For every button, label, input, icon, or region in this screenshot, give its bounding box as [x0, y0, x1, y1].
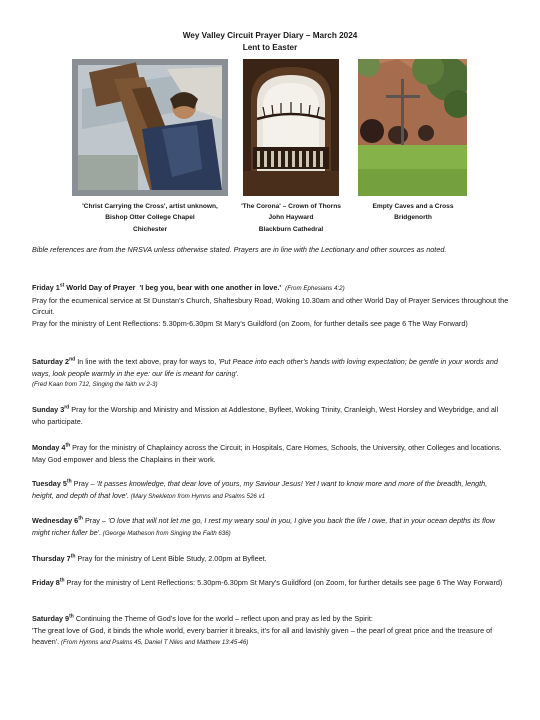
entry-text: Pray –	[71, 479, 97, 488]
entry-saturday-2	[32, 356, 510, 391]
entry-day: Friday 8	[32, 578, 60, 587]
entry-quote: 'I beg you, bear with one another in love.'	[139, 283, 282, 292]
entry-source: (George Matheson from Singing the Faith 636)	[101, 529, 231, 537]
entry-source: (Mary Shekleton from Hymns and Psalms 526 v1	[128, 492, 266, 500]
entry-quote: 'O love that will not let me go, I rest my weary soul in you, I give you back the life I owe, that in your ocean depths its flow might richer fuller be'.	[32, 516, 495, 537]
entry-ordinal: rd	[64, 404, 70, 411]
entry-ordinal: st	[59, 282, 65, 289]
entry-day: Saturday 9	[32, 614, 70, 623]
caption-line: 'The Corona' – Crown of Thorns	[241, 203, 341, 210]
entry-text: Pray for the ministry of Lent Reflections: 5.30pm-6.30pm St Mary's Guildford (on Zoom, for further details see page 6 The Way Forward)	[64, 578, 503, 587]
entry-friday-8	[32, 577, 510, 589]
entry-sunday-3	[32, 404, 510, 427]
entry-day: Monday 4	[32, 443, 66, 452]
entry-day: Wednesday 6	[32, 516, 79, 525]
photo-empty-caves-and-cross-icon	[358, 59, 467, 196]
intro-note: Bible references are from the NRSVA unless otherwise stated. Prayers are in line with the Lectionary and other sources as noted.	[32, 245, 447, 254]
entry-text: Continuing the Theme of God's love for the world – reflect upon and pray as led by the Spirit:	[73, 614, 373, 623]
entry-line: Pray for the ecumenical service at St Dunstan's Church, Shaftesbury Road, Woking 10.30am and other World Day of Prayer Services throughout the Circuit.	[32, 295, 509, 317]
entry-text: Pray for the ministry of Chaplaincy across the Circuit; in Hospitals, Care Homes, Schools, the University, other Colleges and locations. May God empower and bless the Chaplains in their work.	[32, 443, 502, 464]
entry-text: Pray for the ministry of Lent Bible Study, 2.00pm at Byfleet.	[75, 554, 267, 563]
entry-wednesday-6	[32, 515, 510, 539]
entry-heading: World Day of Prayer	[64, 283, 136, 292]
caption-line: Bridgenorth	[394, 214, 432, 222]
entry-text: Pray –	[82, 516, 108, 525]
entry-friday-1	[32, 282, 510, 329]
entry-line: Pray for the ministry of Lent Reflections: 5.30pm-6.30pm St Mary's Guildford (on Zoom, for further details see page 6 The Way Forward)	[32, 318, 468, 328]
entry-text: Pray for the Worship and Ministry and Mission at Addlestone, Byfleet, Woking Trinity, Cranleigh, West Horsley and Weybridge, and all who participate.	[32, 405, 499, 426]
painting-christ-carrying-cross-icon	[72, 59, 228, 196]
entry-ordinal: th	[59, 577, 65, 584]
entry-ordinal: th	[66, 478, 72, 485]
entry-day: Thursday 7	[32, 554, 71, 563]
caption-image-1	[52, 201, 248, 235]
entry-saturday-9	[32, 613, 510, 649]
entry-thursday-7	[32, 553, 510, 565]
entry-day: Tuesday 5	[32, 479, 67, 488]
caption-line: John Hayward	[268, 214, 314, 222]
entry-day: Sunday 3	[32, 405, 65, 414]
entry-ordinal: th	[78, 515, 83, 522]
entry-source: (From Hymns and Psalms 45, Daniel T Niles and Matthew 13:45-46)	[59, 639, 249, 647]
entry-text: In line with the text above, pray for ways to,	[75, 357, 219, 366]
caption-image-2	[231, 201, 351, 235]
caption-image-3	[356, 201, 470, 224]
caption-line: Chichester	[132, 225, 168, 233]
caption-line: 'Christ Carrying the Cross', artist unknown,	[82, 203, 218, 210]
page-title: Wey Valley Circuit Prayer Diary – March 2024	[182, 31, 358, 40]
entry-day: Saturday 2	[32, 357, 70, 366]
entry-monday-4	[32, 442, 510, 465]
entry-quote: 'Put Peace into each other's hands with loving expectation; be gentle in your words and ways, look people warmly in the eye: our life is meant for caring'.	[32, 357, 498, 378]
page-subtitle: Lent to Easter	[242, 43, 298, 52]
caption-line: Bishop Otter College Chapel	[105, 214, 195, 222]
entry-tuesday-5	[32, 478, 510, 502]
entry-ordinal: nd	[69, 356, 76, 363]
entry-ordinal: th	[65, 442, 71, 449]
entry-ordinal: th	[69, 613, 74, 620]
entry-source: (Fred Kaan from 712, Singing the faith vv 2-3)	[32, 381, 158, 389]
entry-quote: 'It passes knowledge, that dear love of yours, my Saviour Jesus! Yet I want to know more and more of the breadth, length, height, and depth of that love'.	[32, 479, 488, 500]
entry-ordinal: th	[70, 553, 76, 560]
photo-corona-crown-of-thorns-icon	[243, 59, 339, 196]
entry-source: (From Ephesians 4:2)	[285, 285, 345, 292]
caption-line: Empty Caves and a Cross	[372, 203, 454, 210]
entry-quote: 'The great love of God, it binds the whole world, every barrier it breaks, it's for all and lavishly given – the pearl of great price and the treasure of heaven'.	[32, 625, 493, 647]
entry-day: Friday 1	[32, 283, 60, 292]
caption-line: Blackburn Cathedral	[258, 225, 324, 233]
